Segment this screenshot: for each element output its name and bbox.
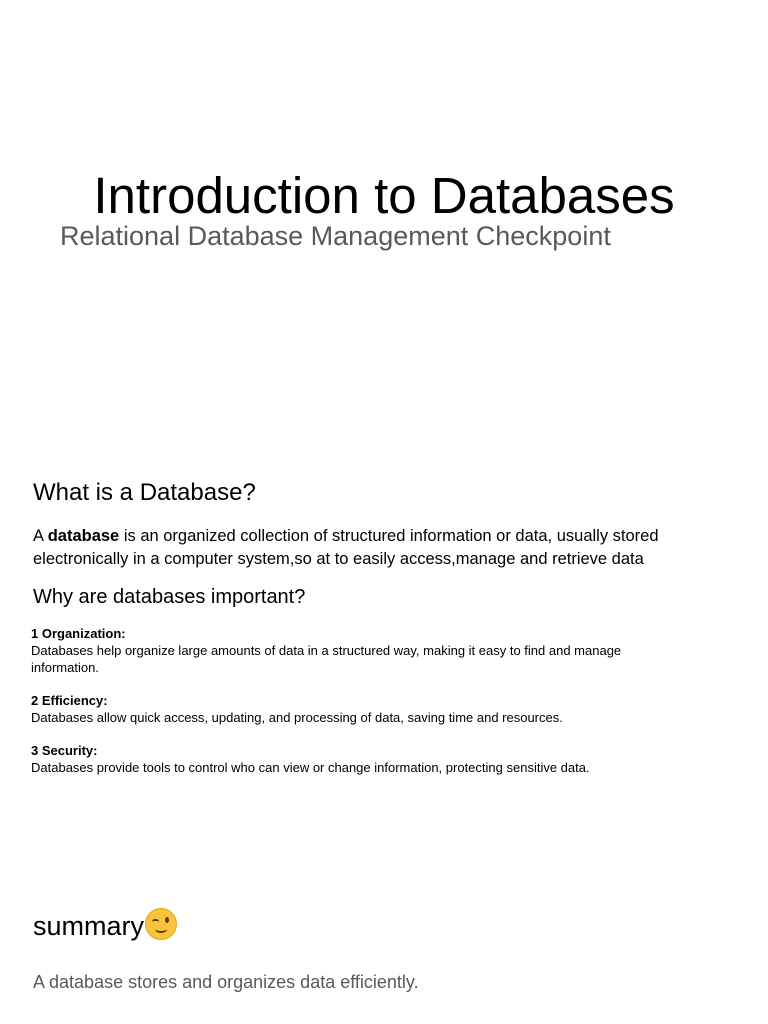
definition-line-1 [33,525,733,548]
definition-prefix: A [33,527,48,545]
database-definition-paragraph [33,525,733,571]
section-heading-what-is-database: What is a Database? [33,479,256,506]
list-item [31,692,711,726]
definition-rest: is an organized collection of structured information or data, usually stored [119,527,659,545]
summary-heading-text: summary [33,911,145,941]
item-label: 1 Organization: [31,626,126,641]
list-item [31,625,711,676]
definition-term: database [47,527,120,545]
page-title: Introduction to Databases [93,167,675,224]
summary-text: A database stores and organizes data efficiently. [33,972,419,992]
definition-line-2: electronically in a computer system,so at to easily access,manage and retrieve data [33,550,644,568]
item-description: Databases provide tools to control who can view or change information, protecting sensitive data. [31,760,590,775]
list-item [31,742,711,776]
page-subtitle: Relational Database Management Checkpoint [60,221,611,251]
item-description: Databases help organize large amounts of data in a structured way, making it easy to find and manage [31,643,622,658]
item-label: 3 Security: [31,743,98,758]
item-label: 2 Efficiency: [31,693,108,708]
summary-heading [33,908,177,944]
winking-face-icon [145,908,177,940]
item-description-continued: information. [31,660,99,675]
item-description: Databases allow quick access, updating, and processing of data, saving time and resources. [31,710,563,725]
section-heading-why-important: Why are databases important? [33,586,306,608]
